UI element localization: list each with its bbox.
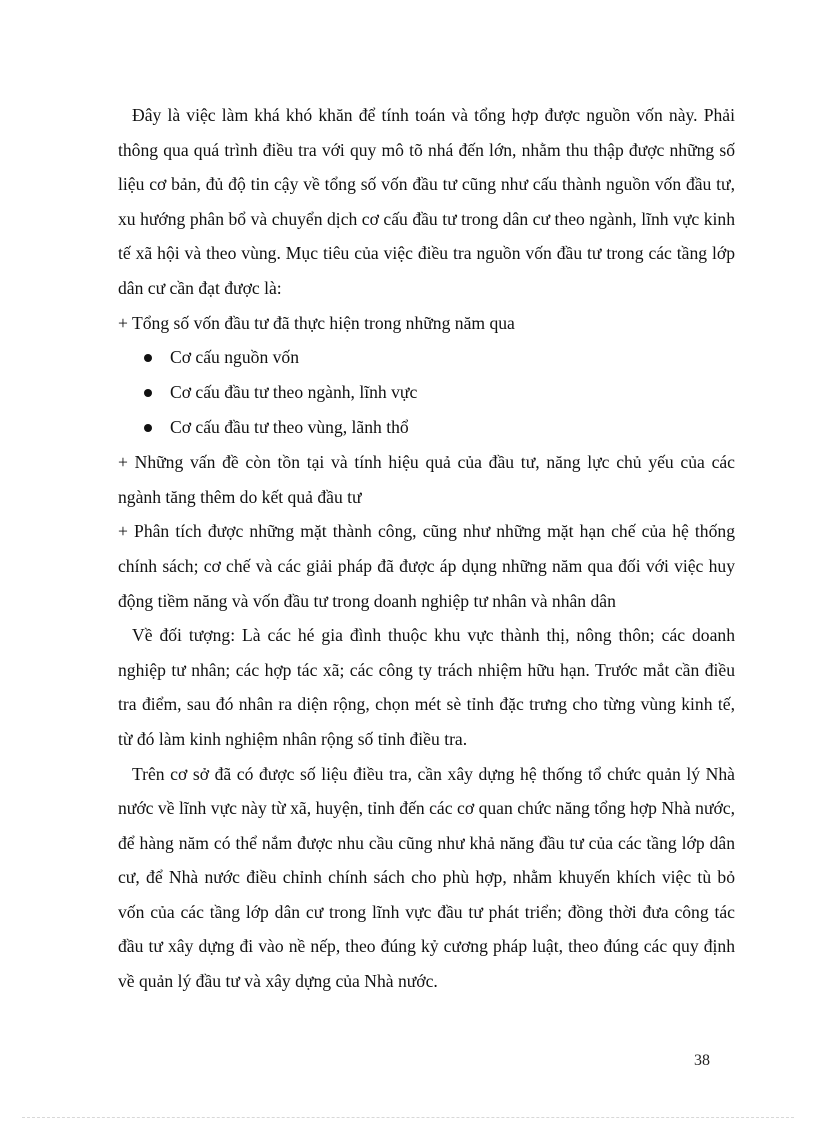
paragraph-total-capital: + Tổng số vốn đầu tư đã thực hiện trong những năm qua: [118, 312, 515, 333]
footer-divider: [22, 1117, 794, 1118]
bullet-text: Cơ cấu nguồn vốn: [170, 347, 300, 368]
page-number: 38: [694, 1052, 710, 1069]
paragraph-intro: Đây là việc làm khá khó khăn để tính toán và tổng hợp được nguồn vốn này. Phải thông qua quá trình điều tra với quy mô tõ nhá đến lớn, nhằm thu thập được những số liệu cơ bản, đủ độ tin cậy về tổng số vốn đầu tư cũng như cấu thành nguồn vốn đầu tư, xu hướng phân bổ và chuyển dịch cơ cấu đầu tư trong dân cư theo ngành, lĩnh vực kinh tế xã hội và theo vùng. Mục tiêu của việc điều tra nguồn vốn đầu tư trong các tầng lớp dân cư cần đạt được là:: [118, 105, 735, 298]
bullet-icon: [144, 354, 152, 362]
bullet-icon: [144, 389, 152, 397]
list-item: [118, 410, 735, 445]
bullet-list: [118, 340, 735, 445]
paragraph-subjects: Về đối tượng: Là các hé gia đình thuộc khu vực thành thị, nông thôn; các doanh nghiệp tư nhân; các hợp tác xã; các công ty trách nhiệm hữu hạn. Trước mắt cần điều tra điểm, sau đó nhân ra diện rộng, chọn mét sè tỉnh đặc trưng cho từng vùng kinh tế, từ đó làm kinh nghiệm nhân rộng số tỉnh điều tra.: [118, 625, 735, 749]
list-item: [118, 340, 735, 375]
list-item: [118, 375, 735, 410]
bullet-icon: [144, 424, 152, 432]
page-body: [118, 98, 735, 999]
paragraph-conclusion: Trên cơ sở đã có được số liệu điều tra, cần xây dựng hệ thống tổ chức quản lý Nhà nước về lĩnh vực này từ xã, huyện, tỉnh đến các cơ quan chức năng tổng hợp Nhà nước, để hàng năm có thể nắm được nhu cầu cũng như khả năng đầu tư của các tầng lớp dân cư, để Nhà nước điều chỉnh chính sách cho phù hợp, nhằm khuyến khích việc tù bỏ vốn của các tầng lớp dân cư trong lĩnh vực đầu tư phát triển; đồng thời đưa công tác đầu tư xây dựng đi vào nề nếp, theo đúng kỷ cương pháp luật, theo đúng các quy định về quản lý đầu tư và xây dựng của Nhà nước.: [118, 763, 735, 992]
paragraph-analysis: + Phân tích được những mặt thành công, cũng như những mặt hạn chế của hệ thống chính sách; cơ chế và các giải pháp đã được áp dụng những năm qua đối với việc huy động tiềm năng và vốn đầu tư trong doanh nghiệp tư nhân và nhân dân: [118, 521, 735, 611]
bullet-text: Cơ cấu đầu tư theo vùng, lãnh thổ: [170, 417, 409, 438]
paragraph-issues: + Những vấn đề còn tồn tại và tính hiệu quả của đầu tư, năng lực chủ yếu của các ngành tăng thêm do kết quả đầu tư: [118, 452, 735, 507]
bullet-text: Cơ cấu đầu tư theo ngành, lĩnh vực: [170, 382, 418, 403]
